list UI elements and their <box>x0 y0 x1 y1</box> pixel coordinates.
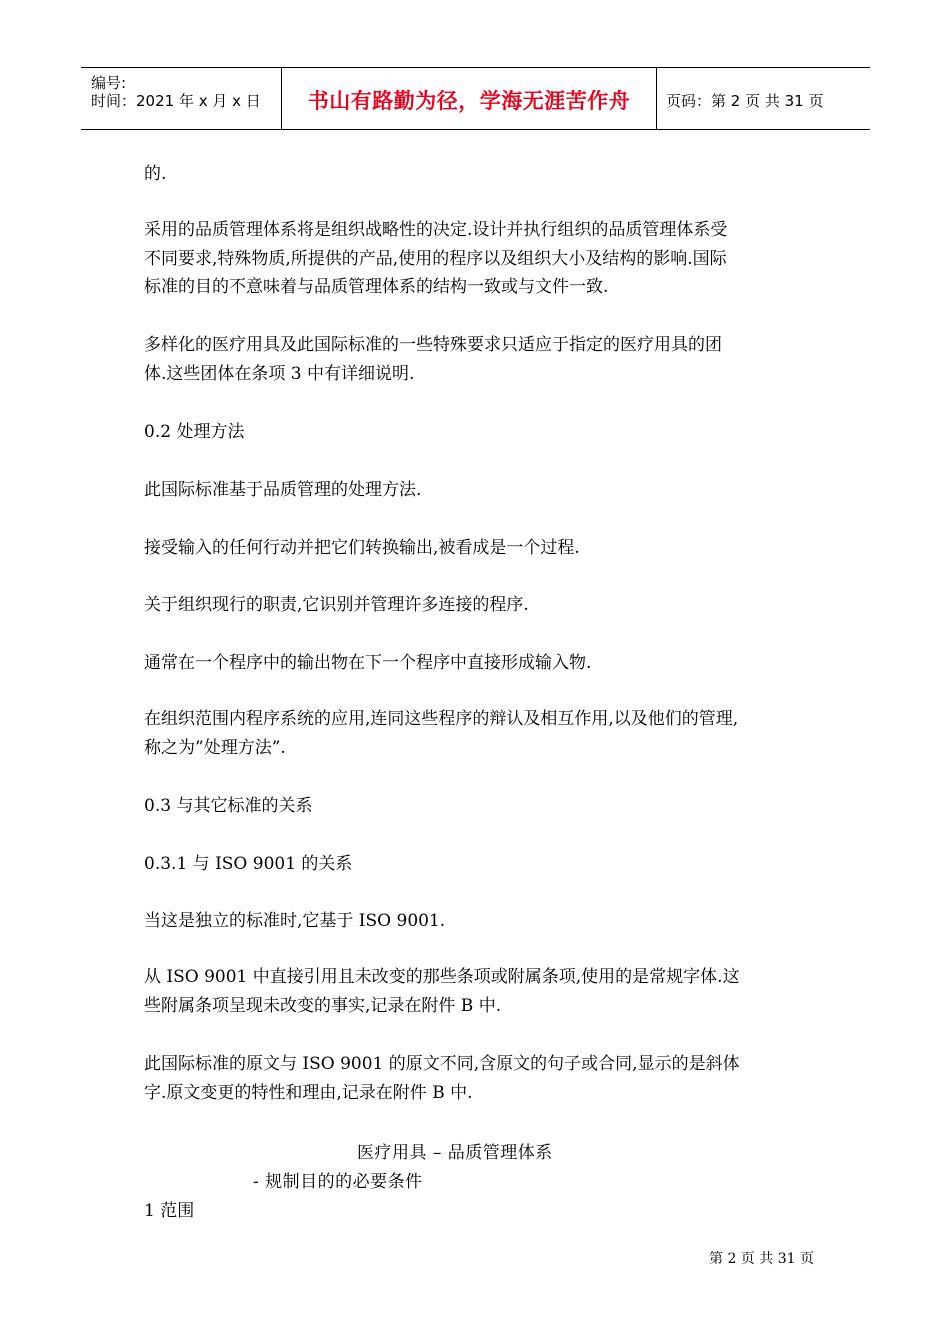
paragraph-process-basis: 此国际标准基于品质管理的处理方法. <box>144 480 422 500</box>
text-line: 不同要求,特殊物质,所提供的产品,使用的程序以及组织大小及结构的影响.国际 <box>144 248 727 269</box>
document-code-label: 编号: <box>91 74 127 92</box>
text-line: 字.原文变更的特性和理由,记录在附件 B 中. <box>144 1082 473 1103</box>
paragraph-regular-font <box>144 963 824 1020</box>
section-heading-1: 1 范围 <box>144 1201 195 1221</box>
text-line: 标准的目的不意味着与品质管理体系的结构一致或与文件一致. <box>144 277 609 297</box>
document-date: 时间：2021 年 x 月 x 日 <box>91 92 261 110</box>
text-line: 在组织范围内程序系统的应用,连同这些程序的辩认及相互作用,以及他们的管理, <box>144 709 739 729</box>
text-line: 些附属条项呈现未改变的事实,记录在附件 B 中. <box>144 995 502 1016</box>
paragraph-output-input: 通常在一个程序中的输出物在下一个程序中直接形成输入物. <box>144 653 592 673</box>
section-heading-0-3-1: 0.3.1 与 ISO 9001 的关系 <box>144 854 353 874</box>
text-line: 从 ISO 9001 中直接引用且未改变的那些条项或附属条项,使用的是常规字体.这 <box>144 967 740 987</box>
paragraph-italic-font <box>144 1050 824 1107</box>
header-motto-cell <box>281 68 657 129</box>
page-header <box>81 67 870 130</box>
paragraph-organization-duty: 关于组织现行的职责,它识别并管理许多连接的程序. <box>144 595 529 615</box>
text-line: 体.这些团体在条项 3 中有详细说明. <box>144 363 415 384</box>
section-heading-0-2: 0.2 处理方法 <box>144 422 245 442</box>
text-line: 采用的品质管理体系将是组织战略性的决定.设计并执行组织的品质管理体系受 <box>144 220 728 240</box>
header-page-cell <box>656 68 870 129</box>
paragraph-continuation: 的. <box>144 164 167 184</box>
paragraph-iso-basis: 当这是独立的标准时,它基于 ISO 9001. <box>144 911 446 931</box>
standard-subtitle: - 规制目的的必要条件 <box>253 1172 423 1192</box>
paragraph-process-approach <box>144 705 824 762</box>
text-line: 多样化的医疗用具及此国际标准的一些特殊要求只适应于指定的医疗用具的团 <box>144 335 722 355</box>
header-info-cell <box>81 68 281 129</box>
paragraph-process-definition: 接受输入的任何行动并把它们转换输出,被看成是一个过程. <box>144 538 580 558</box>
text-line: 称之为”处理方法”. <box>144 737 286 758</box>
header-page-info: 页码：第 2 页 共 31 页 <box>666 92 824 110</box>
paragraph-medical-devices <box>144 331 824 388</box>
page-footer-number: 第 2 页 共 31 页 <box>709 1251 814 1267</box>
paragraph-quality-system <box>144 216 824 302</box>
section-heading-0-3: 0.3 与其它标准的关系 <box>144 796 313 816</box>
header-motto: 书山有路勤为径，学海无涯苦作舟 <box>307 89 631 113</box>
text-line: 此国际标准的原文与 ISO 9001 的原文不同,含原文的句子或合同,显示的是斜体 <box>144 1054 740 1074</box>
standard-title: 医疗用具 – 品质管理体系 <box>357 1143 553 1163</box>
